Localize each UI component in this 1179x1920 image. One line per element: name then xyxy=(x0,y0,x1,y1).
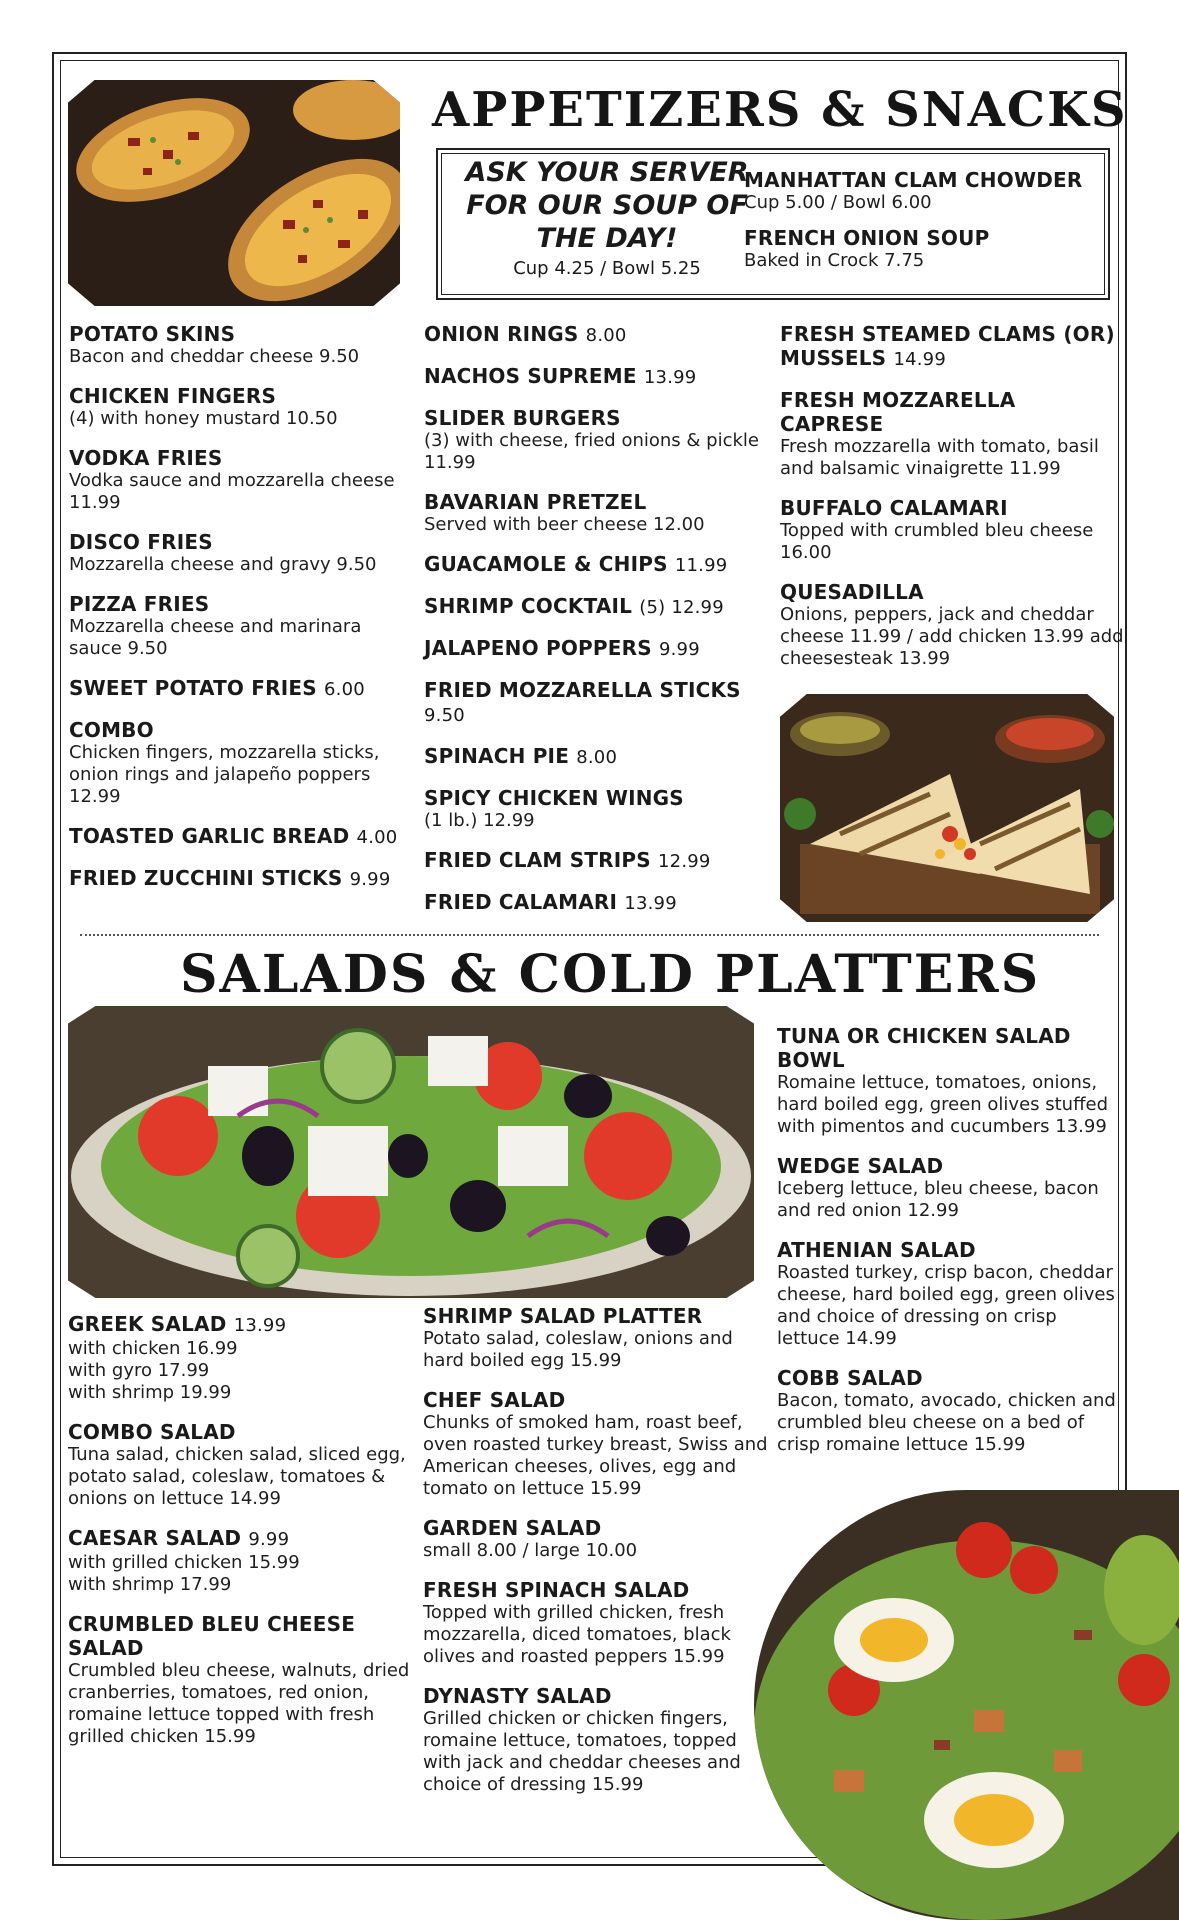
soup-name: MANHATTAN CLAM CHOWDER xyxy=(744,168,1083,192)
menu-item xyxy=(423,1388,768,1500)
menu-item-price: 14.99 xyxy=(893,349,946,370)
menu-item-price: 13.99 xyxy=(233,1315,287,1336)
menu-item xyxy=(424,490,764,536)
menu-item-price: 9.50 xyxy=(424,705,465,726)
menu-item xyxy=(424,744,764,770)
menu-item-description: Potato salad, coleslaw, onions and hard boiled egg 15.99 xyxy=(423,1328,733,1371)
menu-item xyxy=(69,384,409,430)
soup-item xyxy=(744,168,1104,214)
menu-item xyxy=(780,580,1125,670)
salads-title: SALADS & COLD PLATTERS xyxy=(180,944,1041,1005)
soup-of-the-day-prompt: ASK YOUR SERVER FOR OUR SOUP OF THE DAY! xyxy=(465,157,749,254)
menu-item xyxy=(69,592,409,660)
menu-item-name: TUNA OR CHICKEN SALAD BOWL xyxy=(777,1024,1071,1072)
appetizers-column-1 xyxy=(69,322,409,908)
menu-item-description: Topped with crumbled bleu cheese 16.00 xyxy=(780,520,1094,563)
menu-item xyxy=(777,1238,1122,1350)
menu-item-description: Onions, peppers, jack and cheddar cheese 11.99 / add chicken 13.99 add cheesesteak 13.99 xyxy=(780,604,1124,669)
menu-item xyxy=(777,1154,1122,1222)
menu-item-description: Bacon, tomato, avocado, chicken and crumbled bleu cheese on a bed of crisp romaine lettuce 15.99 xyxy=(777,1390,1116,1455)
menu-item-price: 4.00 xyxy=(356,827,398,848)
salads-column-2 xyxy=(423,1304,768,1812)
menu-item-name: SHRIMP SALAD PLATTER xyxy=(423,1304,703,1328)
menu-item-price: 9.99 xyxy=(248,1529,290,1550)
menu-item-description: (4) with honey mustard 10.50 xyxy=(69,408,338,429)
menu-item-description: Fresh mozzarella with tomato, basil and balsamic vinaigrette 11.99 xyxy=(780,436,1099,479)
menu-item-description: (3) with cheese, fried onions & pickle 11.99 xyxy=(424,430,759,473)
menu-item xyxy=(68,1526,413,1596)
menu-item-description: Romaine lettuce, tomatoes, onions, hard boiled egg, green olives stuffed with pimentos and cucumbers 13.99 xyxy=(777,1072,1108,1137)
menu-item xyxy=(68,1612,413,1748)
soup-name: FRENCH ONION SOUP xyxy=(744,226,990,250)
menu-item-name: CRUMBLED BLEU CHEESE SALAD xyxy=(68,1612,356,1660)
menu-item-name: FRIED CLAM STRIPS 12.99 xyxy=(424,848,711,872)
menu-item-price: 11.99 xyxy=(674,555,728,576)
menu-item-name: BAVARIAN PRETZEL xyxy=(424,490,647,514)
menu-item-price: 12.99 xyxy=(658,851,711,872)
menu-item-description: Bacon and cheddar cheese 9.50 xyxy=(69,346,360,367)
menu-item-description: with chicken 16.99 with gyro 17.99 with shrimp 19.99 xyxy=(68,1338,238,1403)
soup-desc: Cup 5.00 / Bowl 6.00 xyxy=(744,192,932,213)
menu-item xyxy=(424,552,764,578)
menu-item xyxy=(424,636,764,662)
menu-item-description: Mozzarella cheese and marinara sauce 9.50 xyxy=(69,616,362,659)
menu-item-name: POTATO SKINS xyxy=(69,322,236,346)
menu-item-name: BUFFALO CALAMARI xyxy=(780,496,1008,520)
menu-item-name: SWEET POTATO FRIES 6.00 xyxy=(69,676,365,700)
menu-item-description: Grilled chicken or chicken fingers, romaine lettuce, tomatoes, topped with jack and cheddar cheeses and choice of dressing 15.99 xyxy=(423,1708,741,1795)
menu-item-name: ONION RINGS 8.00 xyxy=(424,322,627,346)
menu-item-price: 13.99 xyxy=(643,367,697,388)
menu-item xyxy=(69,676,409,702)
menu-item-description: Roasted turkey, crisp bacon, cheddar cheese, hard boiled egg, green olives and choice of dressing on crisp lettuce 14.99 xyxy=(777,1262,1115,1349)
menu-item xyxy=(68,1420,413,1510)
menu-item xyxy=(423,1578,768,1668)
menu-item-name: PIZZA FRIES xyxy=(69,592,210,616)
menu-item-name: SPINACH PIE 8.00 xyxy=(424,744,618,768)
menu-item-price: 8.00 xyxy=(576,747,618,768)
menu-item xyxy=(424,406,764,474)
menu-item xyxy=(68,1312,413,1404)
menu-item-name: COBB SALAD xyxy=(777,1366,923,1390)
menu-item xyxy=(424,786,764,832)
menu-item xyxy=(424,322,764,348)
menu-item-name: FRIED ZUCCHINI STICKS 9.99 xyxy=(69,866,391,890)
menu-item-price: 8.00 xyxy=(585,325,627,346)
menu-item xyxy=(424,890,764,916)
appetizers-column-3 xyxy=(780,322,1125,686)
menu-item-name: SLIDER BURGERS xyxy=(424,406,621,430)
menu-item xyxy=(424,678,764,728)
menu-item-description: small 8.00 / large 10.00 xyxy=(423,1540,638,1561)
menu-item-name: COMBO SALAD xyxy=(68,1420,236,1444)
soup-list xyxy=(744,168,1104,284)
menu-item-name: GUACAMOLE & CHIPS 11.99 xyxy=(424,552,728,576)
greek-salad-photo xyxy=(68,1006,754,1298)
menu-item-description: Tuna salad, chicken salad, sliced egg, potato salad, coleslaw, tomatoes & onions on lettuce 14.99 xyxy=(68,1444,406,1509)
menu-item-name: QUESADILLA xyxy=(780,580,924,604)
menu-item-name: ATHENIAN SALAD xyxy=(777,1238,976,1262)
menu-item xyxy=(69,322,409,368)
menu-item xyxy=(423,1684,768,1796)
menu-item xyxy=(69,530,409,576)
soup-of-the-day-price: Cup 4.25 / Bowl 5.25 xyxy=(513,258,701,279)
menu-item xyxy=(424,848,764,874)
menu-item-name: DYNASTY SALAD xyxy=(423,1684,612,1708)
menu-item-description: Crumbled bleu cheese, walnuts, dried cranberries, tomatoes, red onion, romaine lettuce topped with fresh grilled chicken 15.99 xyxy=(68,1660,410,1747)
menu-item-name: FRESH SPINACH SALAD xyxy=(423,1578,690,1602)
menu-item xyxy=(424,364,764,390)
menu-item-name: VODKA FRIES xyxy=(69,446,223,470)
soup-item xyxy=(744,226,1104,272)
menu-item xyxy=(424,594,764,620)
menu-item xyxy=(777,1366,1122,1456)
menu-item-name: GARDEN SALAD xyxy=(423,1516,602,1540)
menu-item xyxy=(777,1024,1122,1138)
soup-of-the-day-box xyxy=(436,148,1110,300)
menu-item-description: Served with beer cheese 12.00 xyxy=(424,514,705,535)
quesadilla-photo xyxy=(780,694,1114,922)
menu-item xyxy=(780,322,1125,372)
menu-item-name: FRESH MOZZARELLA CAPRESE xyxy=(780,388,1016,436)
menu-item xyxy=(69,718,409,808)
menu-item xyxy=(69,866,409,892)
menu-item xyxy=(780,388,1125,480)
menu-item xyxy=(780,496,1125,564)
menu-item-name: COMBO xyxy=(69,718,154,742)
menu-item xyxy=(423,1304,768,1372)
salads-column-1 xyxy=(68,1312,413,1764)
menu-item-name: CHEF SALAD xyxy=(423,1388,566,1412)
menu-item-name: SHRIMP COCKTAIL (5) 12.99 xyxy=(424,594,724,618)
menu-item-name: JALAPENO POPPERS 9.99 xyxy=(424,636,700,660)
menu-item-price: 9.99 xyxy=(658,639,700,660)
menu-item-description: (1 lb.) 12.99 xyxy=(424,810,535,831)
menu-item-name: FRIED CALAMARI 13.99 xyxy=(424,890,677,914)
menu-item-description: Iceberg lettuce, bleu cheese, bacon and red onion 12.99 xyxy=(777,1178,1099,1221)
menu-item-description: Chicken fingers, mozzarella sticks, onion rings and jalapeño poppers 12.99 xyxy=(69,742,380,807)
potato-skins-photo xyxy=(68,80,400,306)
menu-item-name: CAESAR SALAD 9.99 xyxy=(68,1526,290,1550)
menu-item xyxy=(423,1516,768,1562)
menu-item-name: GREEK SALAD 13.99 xyxy=(68,1312,287,1336)
menu-item-price: (5) 12.99 xyxy=(639,597,724,618)
menu-item-name: SPICY CHICKEN WINGS xyxy=(424,786,684,810)
menu-item xyxy=(69,824,409,850)
cobb-salad-photo xyxy=(754,1490,1179,1920)
appetizers-column-2 xyxy=(424,322,764,932)
menu-item-price: 9.99 xyxy=(349,869,391,890)
soup-desc: Baked in Crock 7.75 xyxy=(744,250,925,271)
menu-item-description: Mozzarella cheese and gravy 9.50 xyxy=(69,554,377,575)
menu-item-description: Topped with grilled chicken, fresh mozzarella, diced tomatoes, black olives and roasted peppers 15.99 xyxy=(423,1602,731,1667)
menu-item-price: 6.00 xyxy=(324,679,365,700)
menu-item-name: CHICKEN FINGERS xyxy=(69,384,277,408)
section-divider xyxy=(80,934,1099,936)
menu-item-description: with grilled chicken 15.99 with shrimp 17.99 xyxy=(68,1552,300,1595)
menu-item-description: Chunks of smoked ham, roast beef, oven roasted turkey breast, Swiss and American cheeses, olives, egg and tomato on lettuce 15.99 xyxy=(423,1412,768,1499)
appetizers-title: APPETIZERS & SNACKS xyxy=(432,82,1128,138)
menu-item-name: NACHOS SUPREME 13.99 xyxy=(424,364,697,388)
menu-item-description: Vodka sauce and mozzarella cheese 11.99 xyxy=(69,470,395,513)
salads-column-3 xyxy=(777,1024,1122,1472)
menu-item-name: FRIED MOZZARELLA STICKS 9.50 xyxy=(424,678,741,726)
menu-item-price: 13.99 xyxy=(624,893,677,914)
menu-item-name: TOASTED GARLIC BREAD 4.00 xyxy=(69,824,398,848)
menu-item-name: WEDGE SALAD xyxy=(777,1154,944,1178)
menu-item-name: FRESH STEAMED CLAMS (OR) MUSSELS 14.99 xyxy=(780,322,1115,370)
menu-item xyxy=(69,446,409,514)
menu-item-name: DISCO FRIES xyxy=(69,530,213,554)
